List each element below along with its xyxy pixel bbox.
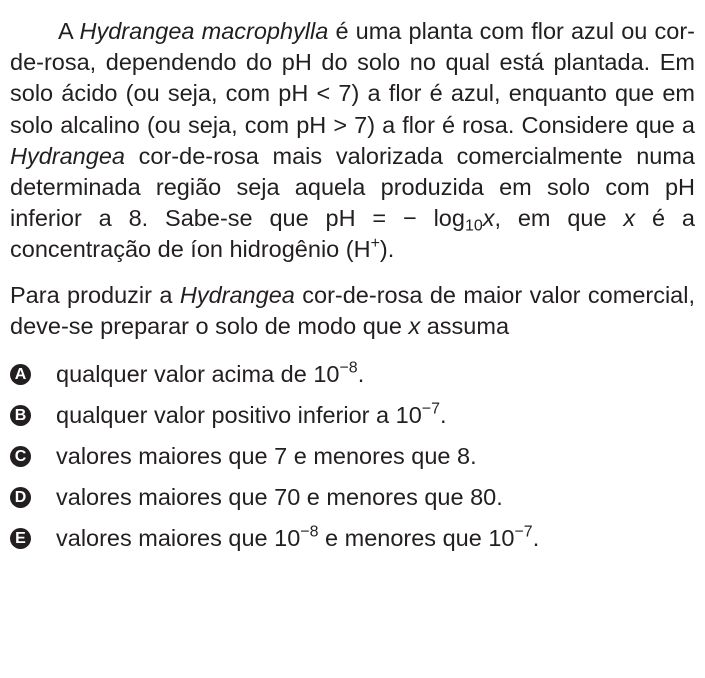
option-e-exponent-2: −7	[514, 523, 533, 541]
statement-text: ).	[379, 236, 395, 263]
option-e-suffix: .	[532, 525, 540, 552]
option-d-bullet-icon: D	[10, 487, 31, 508]
option-e-exponent: −8	[300, 523, 319, 541]
option-b-text	[56, 402, 447, 429]
question-paragraph	[10, 280, 695, 342]
statement-text: ) a flor é azul, enquanto que em solo alcalino (ou seja, com	[10, 80, 696, 138]
acidic-condition: pH < 7	[278, 80, 352, 107]
ph-formula-main: pH = − log	[325, 205, 465, 232]
answer-options	[10, 354, 695, 559]
statement-text: cor-de-rosa mais valorizada comercialmente numa determinada região seja aquela produzida em solo com pH inferior a 8. Sabe-se que	[10, 142, 695, 232]
option-d[interactable]	[10, 477, 695, 518]
option-b-label: qualquer valor positivo inferior a 10	[56, 402, 422, 429]
option-e-middle: e menores que 10	[318, 525, 515, 552]
statement-text: ) a flor é rosa. Considere que a	[367, 111, 695, 138]
option-b-exponent: −7	[421, 400, 440, 418]
statement-text: é uma planta com flor azul ou cor-de-rosa, dependendo do pH do solo no qual está plantada. Em solo ácido (ou seja, com	[10, 18, 695, 107]
option-e-text	[56, 525, 539, 552]
statement-text: A	[58, 18, 80, 44]
ion-charge: +	[370, 235, 380, 253]
option-c-text	[56, 443, 477, 470]
option-a-exponent: −8	[339, 359, 358, 377]
option-b-bullet-icon: B	[10, 405, 31, 426]
option-c[interactable]	[10, 436, 695, 477]
question-text: Para produzir a	[10, 281, 180, 308]
statement-paragraph	[10, 16, 695, 266]
question-text: cor-de-rosa de maior valor comercial, deve-se preparar o solo de modo que	[10, 281, 696, 339]
option-d-text	[56, 484, 503, 511]
alkaline-condition: pH > 7	[296, 111, 368, 138]
option-c-label: valores maiores que 7 e menores que 8.	[56, 443, 477, 470]
question-text: assuma	[420, 312, 510, 339]
option-e[interactable]	[10, 518, 695, 559]
log-base: 10	[464, 217, 483, 235]
option-a-text	[56, 361, 364, 388]
option-e-label: valores maiores que 10	[56, 525, 301, 552]
statement-text: , em que	[494, 205, 624, 232]
statement-text: é a concentração de íon hidrogênio (H	[10, 205, 696, 263]
option-a-label: qualquer valor acima de 10	[56, 361, 340, 388]
ph-formula	[325, 205, 495, 235]
species-name: Hydrangea macrophylla	[79, 18, 329, 44]
option-a[interactable]	[10, 354, 695, 395]
variable-x: x	[623, 205, 636, 232]
variable-x: x	[408, 312, 421, 339]
option-e-bullet-icon: E	[10, 528, 31, 549]
option-a-bullet-icon: A	[10, 364, 31, 385]
option-a-suffix: .	[357, 361, 365, 388]
genus-name: Hydrangea	[10, 142, 125, 169]
option-d-label: valores maiores que 70 e menores que 80.	[56, 484, 503, 511]
option-c-bullet-icon: C	[10, 446, 31, 467]
genus-name: Hydrangea	[179, 281, 295, 308]
option-b-suffix: .	[439, 402, 447, 429]
option-b[interactable]	[10, 395, 695, 436]
formula-variable: x	[482, 205, 495, 232]
